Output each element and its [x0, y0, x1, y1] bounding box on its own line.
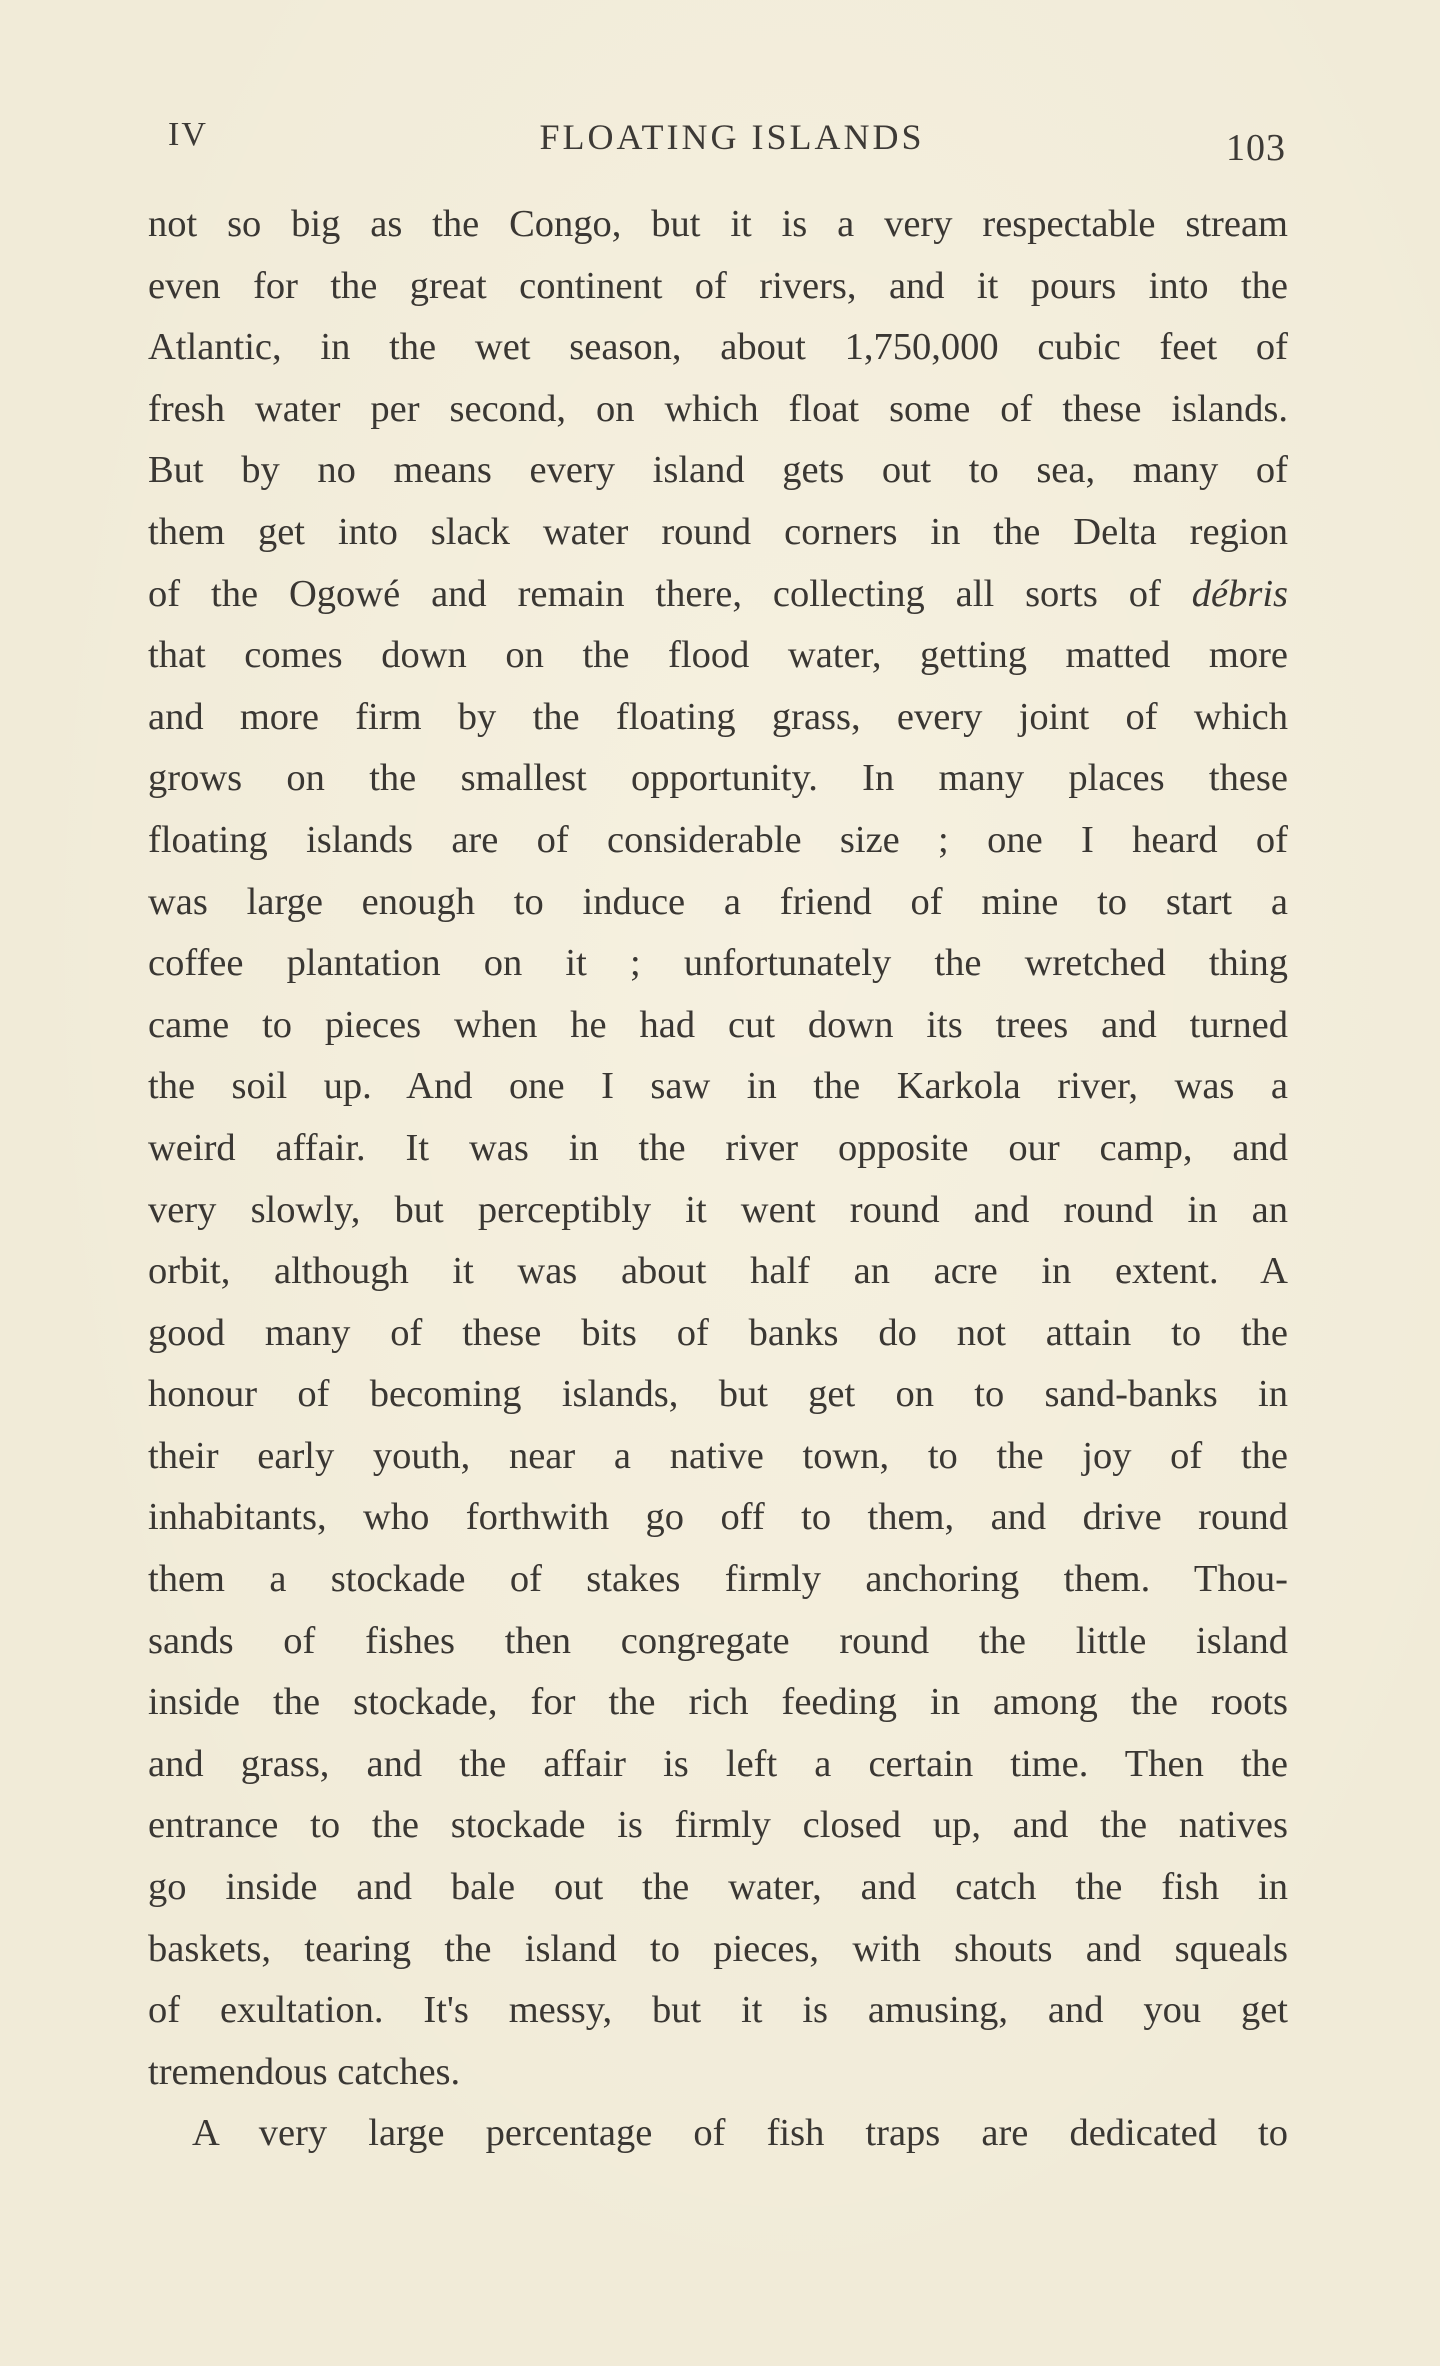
body-text — [148, 194, 1288, 2165]
text-line: go inside and bale out the water, and catch the fish in — [148, 1866, 1288, 1909]
text-line: their early youth, near a native town, to the joy of the — [148, 1434, 1288, 1477]
text-line: them get into slack water round corners in the Delta region — [148, 510, 1288, 553]
text-line: grows on the smallest opportunity. In many places these — [148, 757, 1288, 800]
running-title: FLOATING ISLANDS — [539, 117, 925, 157]
text-line: was large enough to induce a friend of mine to start a — [148, 880, 1288, 923]
text-line: of exultation. It's messy, but it is amusing, and you get — [148, 1989, 1288, 2032]
page-number: 103 — [1226, 127, 1286, 169]
text-line: inside the stockade, for the rich feeding in among the roots — [148, 1681, 1288, 1724]
text-line: baskets, tearing the island to pieces, with shouts and squeals — [148, 1927, 1288, 1970]
text-line: fresh water per second, on which float some of these islands. — [148, 387, 1288, 430]
text-line: But by no means every island gets out to sea, many of — [148, 449, 1288, 492]
text-line: Atlantic, in the wet season, about 1,750,000 cubic feet of — [148, 326, 1288, 369]
text-line: coffee plantation on it ; unfortunately the wretched thing — [148, 942, 1288, 985]
text-line: orbit, although it was about half an acre in extent. A — [148, 1250, 1288, 1293]
paragraph-first-line: A very large percentage of fish traps are dedicated to — [192, 2112, 1288, 2155]
running-header — [168, 112, 1286, 172]
text-line: good many of these bits of banks do not attain to the — [148, 1311, 1288, 1354]
text-line: the soil up. And one I saw in the Karkola river, was a — [148, 1065, 1288, 1108]
chapter-number: IV — [168, 116, 208, 153]
text-line: even for the great continent of rivers, and it pours into the — [148, 264, 1288, 307]
text-line: honour of becoming islands, but get on to sand-banks in — [148, 1373, 1288, 1416]
text-line: them a stockade of stakes firmly anchoring them. Thou- — [148, 1558, 1288, 1601]
text-line: and grass, and the affair is left a certain time. Then the — [148, 1742, 1288, 1785]
paragraph-last-line: tremendous catches. — [148, 2050, 461, 2093]
text-line: not so big as the Congo, but it is a very respectable stream — [148, 203, 1288, 245]
text-line: that comes down on the flood water, getting matted more — [148, 634, 1288, 677]
text-line: and more firm by the floating grass, every joint of which — [148, 695, 1288, 738]
text-line: inhabitants, who forthwith go off to them, and drive round — [148, 1496, 1288, 1539]
text-line: came to pieces when he had cut down its trees and turned — [148, 1003, 1288, 1046]
text-fragment: of the Ogowé and remain there, collecting all sorts of — [148, 572, 1192, 615]
text-line — [148, 564, 1288, 626]
text-line: weird affair. It was in the river opposite our camp, and — [148, 1126, 1288, 1169]
text-line: floating islands are of considerable size ; one I heard of — [148, 818, 1288, 861]
text-line: very slowly, but perceptibly it went round and round in an — [148, 1188, 1288, 1231]
italic-word: débris — [1191, 572, 1288, 615]
text-line: entrance to the stockade is firmly closed up, and the natives — [148, 1804, 1288, 1847]
text-line: sands of fishes then congregate round the little island — [148, 1619, 1288, 1662]
